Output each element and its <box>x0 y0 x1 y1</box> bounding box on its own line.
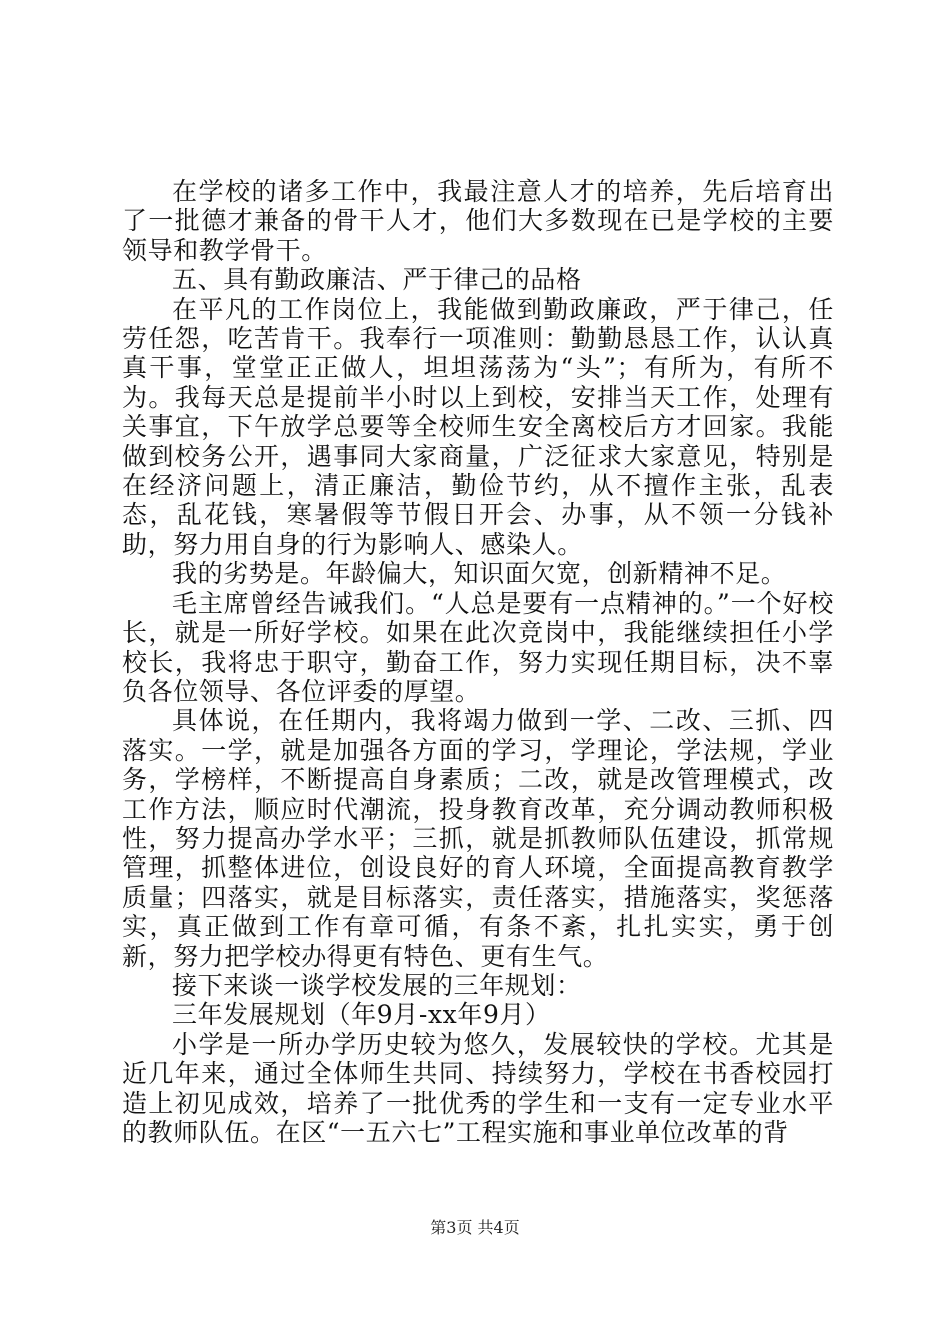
paragraph-term-goals: 具体说，在任期内，我将竭力做到一学、二改、三抓、四落实。一学，就是加强各方面的学习，学理论，学法规，学业务，学榜样，不断提高自身素质；二改，就是改管理模式，改工作方法，顺应时代潮流，投身教育改革，充分调动教师积极性，努力提高办学水平；三抓，就是抓教师队伍建设，抓常规管理，抓整体进位，创设良好的育人环境，全面提高教育教学质量；四落实，就是目标落实，责任落实，措施落实，奖惩落实，真正做到工作有章可循，有条不紊，扎扎实实，勇于创新，努力把学校办得更有特色、更有生气。 <box>122 706 834 971</box>
paragraph-integrity: 在平凡的工作岗位上，我能做到勤政廉政，严于律己，任劳任怨，吃苦肯干。我奉行一项准则：勤勤恳恳工作，认认真真干事，堂堂正正做人，坦坦荡荡为“头”；有所为，有所不为。我每天总是提前半小时以上到校，安排当天工作，处理有关事宜，下午放学总要等全校师生安全离校后方才回家。我能做到校务公开，遇事同大家商量，广泛征求大家意见，特别是在经济问题上，清正廉洁，勤俭节约，从不擅作主张，乱表态，乱花钱，寒暑假等节假日开会、办事，从不领一分钱补助，努力用自身的行为影响人、感染人。 <box>122 294 834 559</box>
paragraph-commitment: 毛主席曾经告诫我们。“人总是要有一点精神的。”一个好校长，就是一所好学校。如果在此次竞岗中，我能继续担任小学校长，我将忠于职守，勤奋工作，努力实现任期目标，决不辜负各位领导、各位评委的厚望。 <box>122 588 834 706</box>
page-number: 第3页 共4页 <box>430 1218 520 1237</box>
paragraph-school-overview: 小学是一所办学历史较为悠久，发展较快的学校。尤其是近几年来，通过全体师生共同、持续努力，学校在书香校园打造上初见成效，培养了一批优秀的学生和一支有一定专业水平的教师队伍。在区“一五六七”工程实施和事业单位改革的背 <box>122 1029 834 1147</box>
document-body <box>122 177 834 1147</box>
section-heading-integrity: 五、具有勤政廉洁、严于律己的品格 <box>172 265 582 295</box>
paragraph-talent-cultivation: 在学校的诸多工作中，我最注意人才的培养，先后培育出了一批德才兼备的骨干人才，他们大多数现在已是学校的主要领导和教学骨干。 <box>122 177 834 265</box>
plan-title: 三年发展规划（年9月-xx年9月） <box>172 1000 551 1030</box>
paragraph-weaknesses: 我的劣势是。年龄偏大，知识面欠宽，创新精神不足。 <box>172 559 787 589</box>
paragraph-plan-intro: 接下来谈一谈学校发展的三年规划： <box>172 970 582 1000</box>
